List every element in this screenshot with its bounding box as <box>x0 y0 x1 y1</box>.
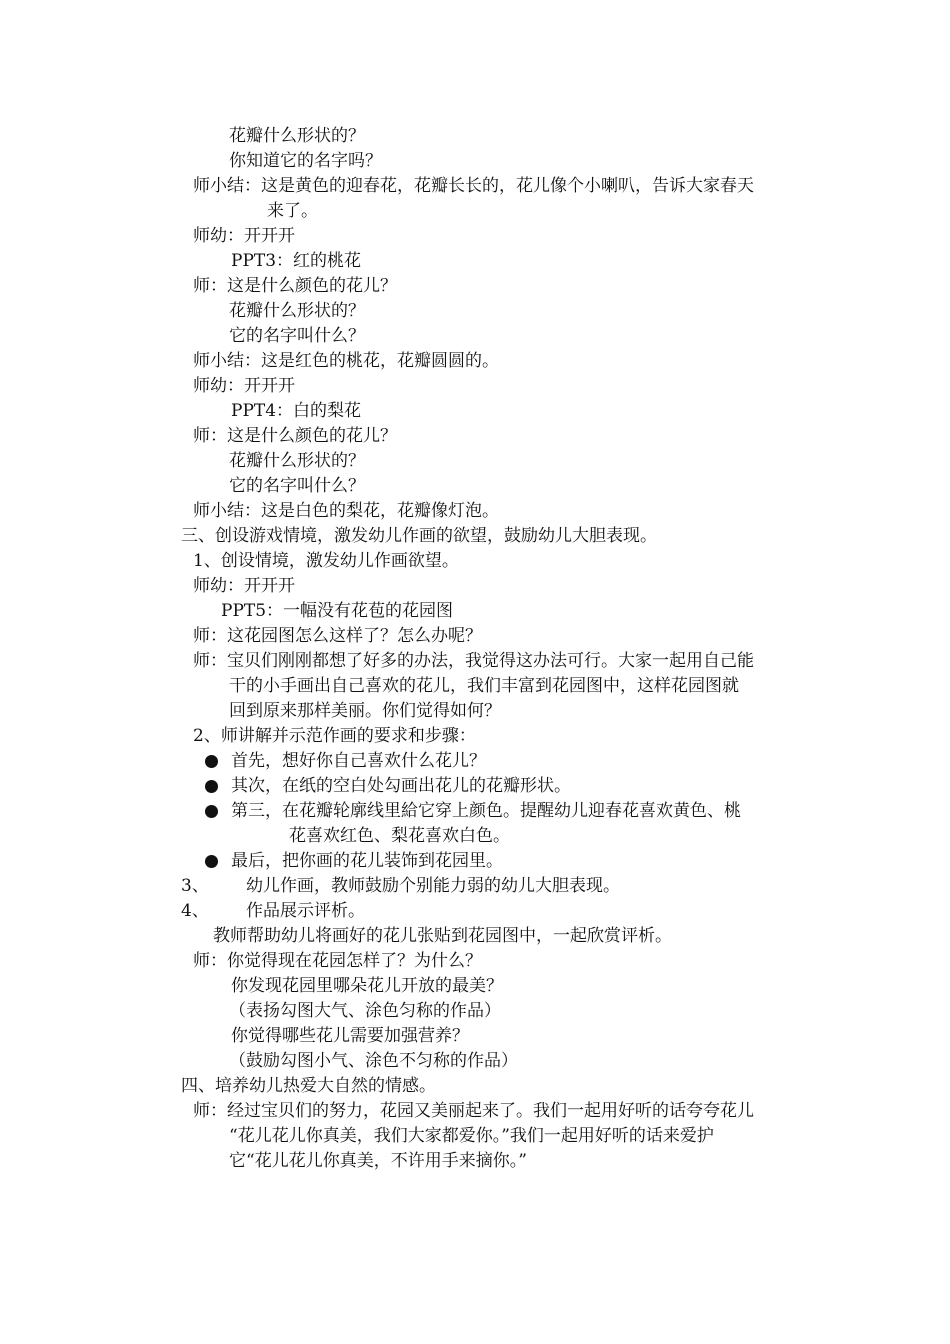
list-item: 第三，在花瓣轮廓线里給它穿上颜色。提醒幼儿迎春花喜欢黄色、桃 <box>231 801 741 821</box>
text-line: 作品展示评析。 <box>246 901 365 921</box>
text-line: 师：这是什么颜色的花儿？ <box>193 426 397 446</box>
text-line: 1、创设情境，激发幼儿作画欲望。 <box>193 551 459 571</box>
text-line: 师：宝贝们刚刚都想了好多的办法，我觉得这办法可行。大家一起用自己能 <box>193 651 754 671</box>
text-line: PPT5：一幅没有花苞的花园图 <box>221 601 454 621</box>
text-line: PPT4：白的梨花 <box>231 401 362 421</box>
text-line: 教师帮助幼儿将画好的花儿张贴到花园图中，一起欣赏评析。 <box>213 926 672 946</box>
text-line: 它的名字叫什么？ <box>229 326 365 346</box>
text-line: 师小结：这是红色的桃花，花瓣圆圆的。 <box>193 351 499 371</box>
text-line: 花瓣什么形状的？ <box>229 301 365 321</box>
text-line: 师：经过宝贝们的努力，花园又美丽起来了。我们一起用好听的话夸夸花儿 <box>193 1101 754 1121</box>
text-line: 花瓣什么形状的？ <box>229 451 365 471</box>
text-line: PPT3：红的桃花 <box>231 251 362 271</box>
text-line: “花儿花儿你真美，我们大家都爱你。”我们一起用好听的话来爱护 <box>229 1126 714 1146</box>
text-line: 师小结：这是黄色的迎春花，花瓣长长的，花儿像个小喇叭，告诉大家春天 <box>193 176 754 196</box>
text-line: 师幼：开开开 <box>193 576 295 596</box>
text-line: 师：这是什么颜色的花儿？ <box>193 276 397 296</box>
text-line: 师：这花园图怎么这样了？怎么办呢？ <box>193 626 482 646</box>
section-heading: 三、创设游戏情境，激发幼儿作画的欲望，鼓励幼儿大胆表现。 <box>181 526 657 546</box>
section-heading: 四、培养幼儿热爱大自然的情感。 <box>181 1076 436 1096</box>
text-line: 师小结：这是白色的梨花，花瓣像灯泡。 <box>193 501 499 521</box>
text-line: 你知道它的名字吗？ <box>229 151 382 171</box>
step-number: 3、 <box>181 876 209 896</box>
text-line: 花瓣什么形状的？ <box>229 126 365 146</box>
step-number: 4、 <box>181 901 209 921</box>
text-line: （表扬勾图大气、涂色匀称的作品） <box>229 1001 501 1021</box>
text-line: （鼓励勾图小气、涂色不匀称的作品） <box>229 1051 518 1071</box>
text-line: 师：你觉得现在花园怎样了？为什么？ <box>193 951 482 971</box>
bullet-icon <box>205 755 218 768</box>
text-line: 它的名字叫什么？ <box>229 476 365 496</box>
text-line: 幼儿作画，教师鼓励个别能力弱的幼儿大胆表现。 <box>246 876 620 896</box>
list-item: 最后，把你画的花儿装饰到花园里。 <box>231 851 503 871</box>
bullet-icon <box>205 805 218 818</box>
text-line: 师幼：开开开 <box>193 226 295 246</box>
text-line: 回到原来那样美丽。你们觉得如何？ <box>229 701 501 721</box>
text-line: 师幼：开开开 <box>193 376 295 396</box>
text-line: 它“花儿花儿你真美，不许用手来摘你。” <box>229 1151 527 1171</box>
list-item: 其次，在纸的空白处勾画出花儿的花瓣形状。 <box>231 776 571 796</box>
bullet-icon <box>205 855 218 868</box>
text-line: 你发现花园里哪朵花儿开放的最美？ <box>231 976 503 996</box>
text-line: 2、师讲解并示范作画的要求和步骤： <box>193 726 476 746</box>
text-line: 你觉得哪些花儿需要加强营养？ <box>231 1026 469 1046</box>
list-item-continuation: 花喜欢红色、梨花喜欢白色。 <box>289 826 510 846</box>
list-item: 首先，想好你自己喜欢什么花儿？ <box>231 751 486 771</box>
bullet-icon <box>205 780 218 793</box>
text-line: 来了。 <box>267 201 318 221</box>
text-line: 干的小手画出自己喜欢的花儿，我们丰富到花园图中，这样花园图就 <box>229 676 739 696</box>
